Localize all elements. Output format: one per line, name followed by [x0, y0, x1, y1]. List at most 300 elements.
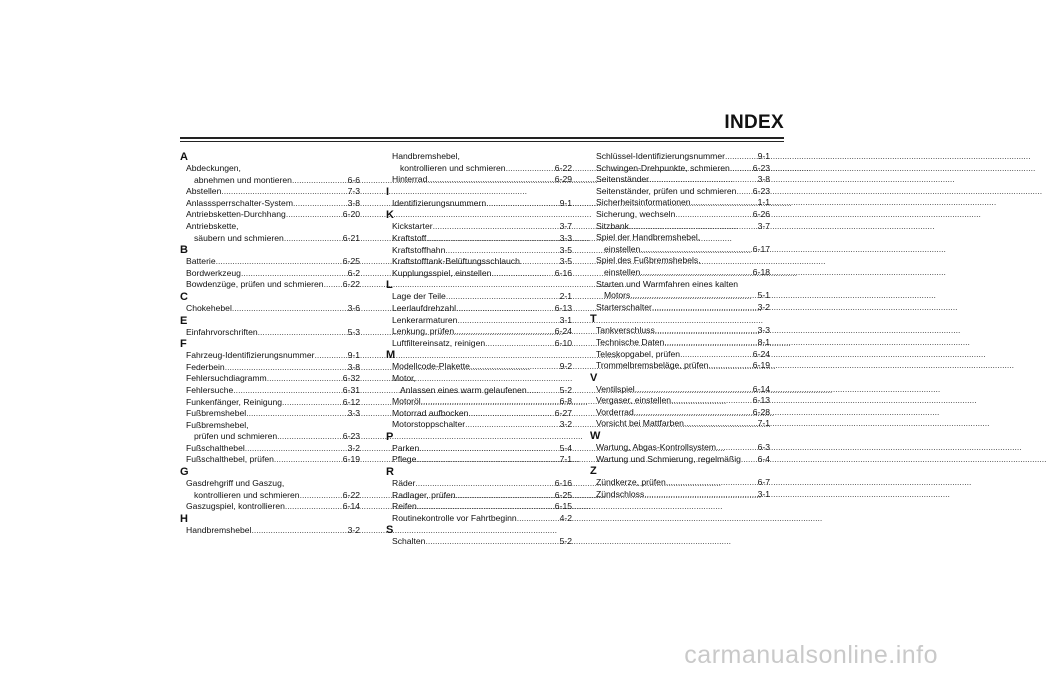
index-entry [386, 291, 572, 303]
index-entry-page: 3-3 [757, 325, 770, 336]
leader-dots [293, 198, 347, 210]
leader-dots [456, 490, 554, 502]
index-entry-page: 6-10 [554, 337, 572, 348]
index-entry-page: 6-13 [554, 302, 572, 313]
index-entry-text: Lage der Teile [392, 291, 446, 302]
leader-dots [277, 431, 342, 443]
watermark: carmanualsonline.info [684, 641, 938, 669]
index-entry-text: Vorderrad [596, 406, 634, 417]
index-entry-page: 6-18 [752, 266, 770, 277]
index-entry-text: Federbein [186, 361, 225, 372]
index-entry-page: 6-21 [342, 232, 360, 243]
index-entry-text: Chokehebel [186, 302, 232, 313]
index-entry-text: Fehlersuche [186, 384, 234, 395]
index-entry-page: 6-24 [554, 326, 572, 337]
index-entry-heading: Spiel des Fußbremshebels, [596, 255, 701, 266]
page-title: INDEX [724, 112, 784, 133]
index-entry-page: 6-16 [554, 478, 572, 489]
index-entry [386, 315, 572, 327]
index-entry-text: Trommelbremsbeläge, prüfen [596, 360, 709, 371]
index-entry-page: 6-14 [752, 383, 770, 394]
index-entry-text: kontrollieren und schmieren [194, 489, 300, 500]
index-entry [386, 513, 572, 525]
index-entry-text: Kraftstofftank-Belüftungsschlauch [392, 256, 520, 267]
leader-dots [527, 385, 559, 397]
leader-dots [221, 186, 346, 198]
index-entry-text: Ventilspiel [596, 383, 635, 394]
index-entry-text: Zündkerze, prüfen [596, 477, 666, 488]
index-entry-text: säubern und schmieren [194, 232, 284, 243]
index-entry [386, 174, 572, 186]
leader-dots [421, 396, 559, 408]
index-entry-page: 7-1 [559, 454, 572, 465]
index-entry [180, 175, 360, 187]
index-entry-text: Motorstoppschalter [392, 419, 466, 430]
index-entry-page: 6-27 [554, 407, 572, 418]
index-entry-text: Bowdenzüge, prüfen und schmieren [186, 279, 324, 290]
index-entry-page: 7-3 [347, 186, 360, 197]
index-entry-text: Batterie [186, 256, 216, 267]
index-letter-heading: A [180, 151, 188, 163]
index-entry-page: 3-6 [347, 302, 360, 313]
index-entry-page: 3-7 [559, 221, 572, 232]
index-entry-page: 6-17 [752, 243, 770, 254]
index-letter-heading: R [386, 466, 394, 479]
index-entry [386, 385, 572, 397]
index-letter-heading: M [386, 349, 396, 362]
index-entry-page: 3-8 [757, 174, 770, 185]
leader-dots [634, 407, 752, 419]
index-entry-heading: Abdeckungen, [186, 163, 241, 173]
leader-dots [708, 360, 751, 372]
index-entry-heading: Handbremshebel, [392, 151, 460, 161]
index-entry-text: Motors [604, 290, 631, 301]
index-entry-text: Bordwerkzeug [186, 267, 241, 278]
index-entry [590, 477, 770, 489]
index-entry-page: 6-19 [752, 360, 770, 371]
leader-dots [517, 513, 559, 525]
index-entry [180, 443, 360, 455]
leader-dots [285, 501, 342, 513]
index-entry-page: 4-2 [559, 512, 572, 523]
index-letter-heading: V [590, 371, 598, 384]
index-entry-page: 5-4 [559, 442, 572, 453]
index-entry [386, 198, 572, 210]
leader-dots [300, 490, 342, 502]
index-entry-page: 6-7 [757, 477, 770, 488]
index-entry [590, 186, 770, 198]
index-entry-heading: Fußbremshebel, [186, 419, 249, 430]
index-entry-text: Vergaser, einstellen [596, 395, 672, 406]
index-entry-text: Gaszugspiel, kontrollieren [186, 501, 285, 512]
index-entry-page: 6-22 [342, 279, 360, 290]
index-entry-text: Radlager, prüfen [392, 489, 456, 500]
index-entry-page: 6-32 [342, 373, 360, 384]
index-letter-heading: P [386, 430, 394, 443]
index-entry [180, 454, 360, 466]
index-entry-text: Identifizierungsnummern [392, 197, 487, 208]
index-entry-text: einstellen [604, 266, 641, 277]
index-letter-heading: B [180, 244, 188, 257]
leader-dots [456, 303, 554, 315]
index-entry [590, 174, 770, 186]
index-entry [386, 454, 572, 466]
index-letter-heading: W [590, 430, 601, 443]
index-letter-heading: I [386, 185, 390, 198]
index-entry-page: 6-15 [554, 501, 572, 512]
index-entry-text: Räder [392, 478, 416, 489]
index-entry-page: 8-1 [757, 336, 770, 347]
index-entry [590, 267, 770, 279]
index-entry-page: 3-3 [347, 408, 360, 419]
index-entry-text: Technische Daten [596, 336, 665, 347]
index-entry [590, 197, 770, 209]
index-entry-page: 5-1 [757, 290, 770, 301]
leader-dots [315, 350, 347, 362]
leader-dots [640, 244, 751, 256]
index-entry-text: Handbremshebel [186, 524, 252, 535]
index-entry-page: 6-23 [752, 185, 770, 196]
index-entry-page: 6-6 [347, 174, 360, 185]
index-entry-page: 6-25 [554, 489, 572, 500]
leader-dots [241, 268, 347, 280]
index-entry-text: Teleskopgabel, prüfen [596, 348, 681, 359]
index-column-3 [590, 151, 770, 500]
leader-dots [465, 419, 558, 431]
index-entry [386, 268, 572, 280]
index-entry [590, 384, 770, 396]
index-entry-page: 3-8 [347, 361, 360, 372]
leader-dots [425, 536, 558, 548]
leader-dots [324, 279, 342, 291]
index-entry [590, 151, 770, 163]
index-entry [590, 442, 770, 454]
leader-dots [415, 478, 553, 490]
leader-dots [671, 395, 752, 407]
index-entry [180, 525, 360, 537]
index-entry-page: 6-29 [554, 174, 572, 185]
leader-dots [736, 186, 751, 198]
leader-dots [427, 174, 553, 186]
index-entry [180, 431, 360, 443]
index-entry [180, 186, 360, 198]
index-entry-heading: Spiel der Handbremshebel, [596, 232, 701, 243]
index-entry-text: Starterschalter [596, 301, 652, 312]
leader-dots [470, 361, 559, 373]
leader-dots [664, 337, 756, 349]
index-entry-page: 6-25 [342, 256, 360, 267]
leader-dots [680, 349, 752, 361]
index-entry-text: Luftfiltereinsatz, reinigen [392, 337, 486, 348]
index-entry-text: Motorrad aufbocken [392, 407, 469, 418]
index-entry-text: Motoröl [392, 396, 421, 407]
index-entry [386, 443, 572, 455]
index-entry-page: 6-8 [559, 396, 572, 407]
leader-dots [485, 338, 554, 350]
index-entry-page: 6-22 [554, 162, 572, 173]
index-entry-page: 6-20 [342, 209, 360, 220]
leader-dots [292, 175, 347, 187]
index-entry [386, 326, 572, 338]
index-entry-page: 6-14 [342, 501, 360, 512]
index-entry [180, 350, 360, 362]
index-entry-page: 9-1 [757, 151, 770, 161]
leader-dots [454, 326, 554, 338]
leader-dots [649, 174, 757, 186]
index-entry [386, 478, 572, 490]
leader-dots [491, 268, 553, 280]
index-entry-text: Pflege [392, 454, 417, 465]
header-rule-thin [180, 141, 784, 142]
index-entry-page: 6-13 [752, 395, 770, 406]
index-entry-heading: Antriebskette, [186, 220, 239, 231]
leader-dots [416, 454, 558, 466]
index-entry-text: Antriebsketten-Durchhang [186, 209, 286, 220]
leader-dots [245, 443, 347, 455]
leader-dots [232, 303, 347, 315]
index-entry-heading: Motor, [392, 372, 416, 383]
leader-dots [684, 418, 757, 430]
leader-dots [520, 256, 559, 268]
index-entry-page: 3-1 [559, 314, 572, 325]
index-entry [386, 408, 572, 420]
index-entry-text: einstellen [604, 243, 641, 254]
index-entry-text: Modellcode-Plakette [392, 361, 470, 372]
index-entry-text: Fußbremshebel [186, 408, 247, 419]
header-rule [180, 137, 784, 139]
index-entry-page: 2-1 [559, 291, 572, 302]
leader-dots [286, 209, 342, 221]
index-entry [180, 490, 360, 502]
leader-dots [635, 384, 752, 396]
leader-dots [457, 315, 558, 327]
index-entry-text: Routinekontrolle vor Fahrtbeginn [392, 512, 517, 523]
index-entry [590, 418, 770, 430]
index-entry-text: Schwingen-Drehpunkte, schmieren [596, 162, 730, 173]
leader-dots [652, 302, 757, 314]
leader-dots [284, 233, 342, 245]
index-entry-text: Fußschalthebel [186, 442, 245, 453]
index-entry-text: Fußschalthebel, prüfen [186, 454, 274, 465]
index-entry-page: 5-3 [347, 326, 360, 337]
index-entry-text: Wartung und Schmierung, regelmäßig [596, 453, 741, 464]
index-entry-text: Tankverschluss [596, 325, 655, 336]
leader-dots [274, 454, 342, 466]
index-entry-page: 3-2 [559, 419, 572, 430]
leader-dots [666, 477, 757, 489]
index-entry [590, 325, 770, 337]
leader-dots [426, 233, 558, 245]
leader-dots [246, 408, 346, 420]
leader-dots [417, 501, 554, 513]
leader-dots [506, 163, 554, 175]
index-entry-text: Wartung, Abgas-Kontrollsystem [596, 442, 717, 453]
index-entry-page: 7-1 [757, 418, 770, 429]
leader-dots [445, 245, 558, 257]
leader-dots [675, 209, 751, 221]
index-letter-heading: F [180, 338, 187, 351]
index-entry-text: Anlassen eines warm gelaufenen [400, 384, 527, 395]
leader-dots [225, 362, 347, 374]
index-entry-page: 5-2 [559, 536, 572, 547]
index-entry [180, 303, 360, 315]
index-entry-page: 6-4 [757, 453, 770, 464]
index-entry [180, 279, 360, 291]
index-entry-text: Parken [392, 442, 420, 453]
index-column-1 [180, 151, 360, 536]
index-entry-text: kontrollieren und schmieren [400, 162, 506, 173]
index-entry-page: 6-31 [342, 384, 360, 395]
index-entry [180, 268, 360, 280]
index-entry-text: Fehlersuchdiagramm [186, 373, 267, 384]
index-entry-page: 6-19 [342, 454, 360, 465]
index-entry-page: 6-22 [342, 489, 360, 500]
index-entry-text: Anlasssperrschalter-System [186, 197, 293, 208]
index-entry-page: 6-28 [752, 406, 770, 417]
leader-dots [216, 256, 342, 268]
leader-dots [630, 290, 756, 302]
index-entry-page: 3-2 [347, 442, 360, 453]
index-entry-text: Lenkerarmaturen [392, 314, 458, 325]
index-entry [386, 233, 572, 245]
index-entry-text: Kraftstoffhahn [392, 244, 446, 255]
index-entry-text: Schalten [392, 536, 426, 547]
leader-dots [468, 408, 553, 420]
index-entry-page: 3-7 [757, 220, 770, 231]
index-entry-page: 6-3 [757, 442, 770, 453]
index-entry-text: Hinterrad [392, 174, 428, 185]
index-entry-text: Einfahrvorschriften [186, 326, 258, 337]
index-entry [590, 163, 770, 175]
index-entry-text: Leerlaufdrehzahl [392, 302, 457, 313]
index-entry [180, 209, 360, 221]
index-entry [386, 536, 572, 548]
leader-dots [433, 221, 559, 233]
index-entry-text: Reifen [392, 501, 417, 512]
index-entry [386, 501, 572, 513]
index-entry [386, 256, 572, 268]
index-entry-page: 6-16 [554, 267, 572, 278]
index-entry-heading: Starten und Warmfahren eines kalten [596, 278, 739, 289]
index-entry-page: 3-3 [559, 232, 572, 243]
leader-dots [741, 454, 757, 466]
leader-dots [267, 373, 342, 385]
index-entry-text: Sitzbank [596, 220, 629, 231]
index-entry-page: 9-2 [559, 361, 572, 372]
index-entry-page: 1-1 [757, 197, 770, 208]
index-entry [590, 395, 770, 407]
index-entry-text: abnehmen und montieren [194, 174, 292, 185]
index-letter-heading: H [180, 512, 188, 525]
index-entry-page: 6-23 [752, 162, 770, 173]
index-entry [590, 221, 770, 233]
index-entry-page: 6-23 [342, 431, 360, 442]
index-entry [590, 454, 770, 466]
leader-dots [640, 267, 751, 279]
index-letter-heading: C [180, 290, 188, 303]
index-entry-page: 3-2 [757, 301, 770, 312]
index-entry-page: 6-2 [347, 267, 360, 278]
index-entry [590, 407, 770, 419]
leader-dots [644, 489, 756, 501]
index-letter-heading: L [386, 279, 393, 292]
leader-dots [691, 197, 757, 209]
index-entry-page: 3-1 [757, 488, 770, 499]
index-entry [180, 385, 360, 397]
index-letter-heading: K [386, 209, 394, 222]
index-entry [180, 397, 360, 409]
index-entry-text: Zündschloss [596, 488, 645, 499]
index-entry [180, 256, 360, 268]
index-entry [180, 501, 360, 513]
index-entry [386, 338, 572, 350]
index-entry [180, 198, 360, 210]
index-entry [180, 373, 360, 385]
leader-dots [251, 525, 346, 537]
index-entry [386, 419, 572, 431]
index-entry [180, 233, 360, 245]
leader-dots [716, 442, 757, 454]
index-entry-text: Sicherheitsinformationen [596, 197, 691, 208]
leader-dots [446, 291, 559, 303]
index-entry-text: Abstellen [186, 186, 222, 197]
index-entry-text: Funkenfänger, Reinigung [186, 396, 283, 407]
index-entry-text: Kupplungsspiel, einstellen [392, 267, 492, 278]
index-letter-heading: S [386, 524, 394, 537]
index-entry [590, 302, 770, 314]
index-entry-text: Schlüssel-Identifizierungsnummer [596, 151, 725, 161]
index-entry [180, 408, 360, 420]
index-entry-page: 9-1 [559, 197, 572, 208]
index-entry [590, 489, 770, 501]
index-entry-page: 9-1 [347, 350, 360, 361]
index-entry-page: 6-24 [752, 348, 770, 359]
leader-dots [725, 151, 757, 163]
index-entry-text: Sicherung, wechseln [596, 208, 676, 219]
index-entry [590, 337, 770, 349]
index-entry-text: Seitenständer [596, 174, 650, 185]
index-entry [180, 327, 360, 339]
index-entry-page: 5-2 [559, 384, 572, 395]
index-entry-page: 3-8 [347, 197, 360, 208]
index-entry [590, 244, 770, 256]
index-entry-text: Kickstarter [392, 221, 433, 232]
leader-dots [486, 198, 558, 210]
index-letter-heading: G [180, 466, 189, 479]
index-entry [386, 396, 572, 408]
index-entry [590, 209, 770, 221]
index-entry-page: 6-12 [342, 396, 360, 407]
index-entry-text: Vorsicht bei Mattfarben [596, 418, 684, 429]
leader-dots [282, 397, 342, 409]
index-entry [590, 360, 770, 372]
index-letter-heading: E [180, 314, 188, 327]
index-entry [180, 362, 360, 374]
index-entry-page: 3-5 [559, 244, 572, 255]
index-entry [386, 303, 572, 315]
index-entry-heading: Gasdrehgriff und Gaszug, [186, 478, 285, 489]
index-entry-text: prüfen und schmieren [194, 431, 278, 442]
index-entry-page: 3-2 [347, 524, 360, 535]
leader-dots [258, 327, 347, 339]
index-entry-text: Fahrzeug-Identifizierungsnummer [186, 350, 315, 361]
index-column-2 [386, 151, 572, 548]
index-entry-text: Lenkung, prüfen [392, 326, 455, 337]
index-entry [386, 163, 572, 175]
leader-dots [629, 221, 757, 233]
index-entry [590, 290, 770, 302]
index-entry [386, 361, 572, 373]
